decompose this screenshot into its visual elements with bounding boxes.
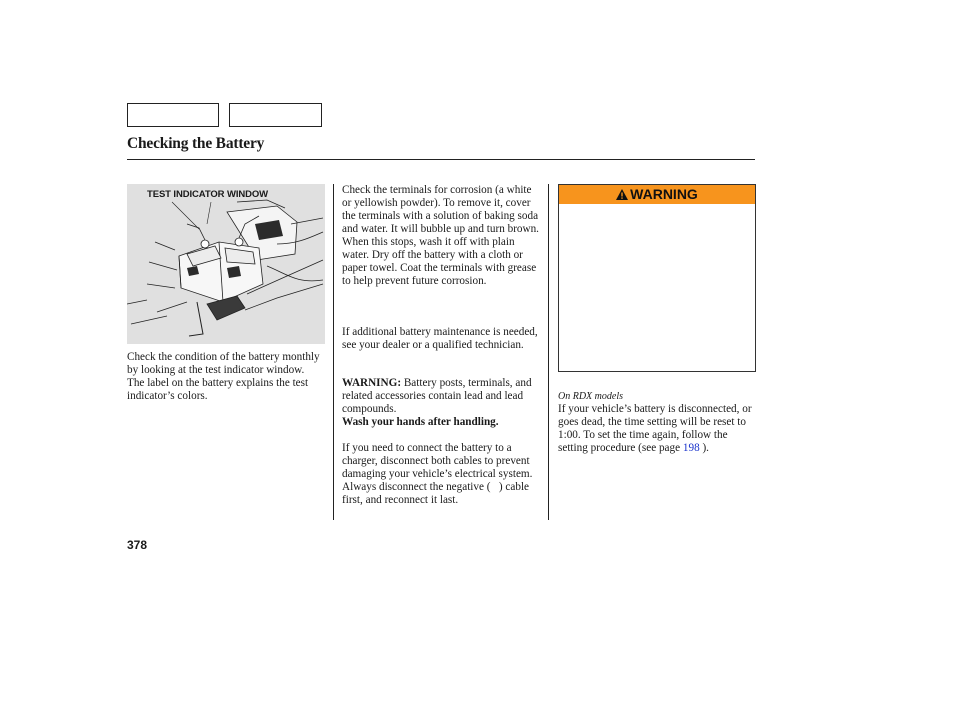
corrosion-text: Check the terminals for corrosion (a white or yellowish powder). To remove it, cover the terminals with a solution of baking soda and water. It will bubble up and turn brown. When this stops, wash it off with plain water. Dry off the battery with a cloth or paper towel. Coat the terminals with grease to help prevent future corrosion. [342, 184, 539, 287]
charger-text-part2: ) cable first, and reconnect it last. [342, 481, 532, 506]
maintenance-text: If additional battery maintenance is needed, see your dealer or a qualified technician. [342, 326, 538, 351]
lead-warning-text [342, 377, 542, 429]
title-divider [127, 159, 755, 160]
page-number: 378 [127, 538, 148, 552]
page-title: Checking the Battery [127, 135, 265, 152]
model-note: On RDX models [558, 391, 623, 402]
lead-warning-label: WARNING: [342, 377, 402, 389]
charger-text-part1: If you need to connect the battery to a charger, disconnect both cables to prevent damaging your vehicle’s electrical system. Always disconnect the negative ( [342, 442, 533, 493]
battery-illustration [127, 184, 325, 344]
lead-warning-body: Battery posts, terminals, and related accessories contain lead and lead compounds. [342, 377, 532, 415]
wash-hands-text: Wash your hands after handling. [342, 416, 499, 428]
warning-header [559, 185, 755, 204]
column-divider-right [548, 184, 549, 520]
column-divider-left [333, 184, 334, 520]
figure-callout-label: TEST INDICATOR WINDOW [147, 189, 269, 200]
battery-condition-text: Check the condition of the battery monthly by looking at the test indicator window. The label on the battery explains the test indicator’s colors. [127, 351, 320, 402]
battery-drawing [127, 184, 325, 344]
section-tab-1 [127, 103, 219, 127]
clock-reset-tail: ). [699, 442, 709, 454]
clock-reset-body: If your vehicle’s battery is disconnected, or goes dead, the time setting will be reset to 1:00. To set the time again, follow the setting procedure (see page [558, 403, 752, 454]
warning-triangle-icon [616, 186, 628, 205]
page-reference-link[interactable]: 198 [682, 442, 700, 454]
charger-text [342, 442, 542, 507]
warning-header-label: WARNING [630, 186, 698, 202]
clock-reset-text [558, 403, 756, 455]
section-tab-2 [229, 103, 322, 127]
warning-box [558, 184, 756, 372]
